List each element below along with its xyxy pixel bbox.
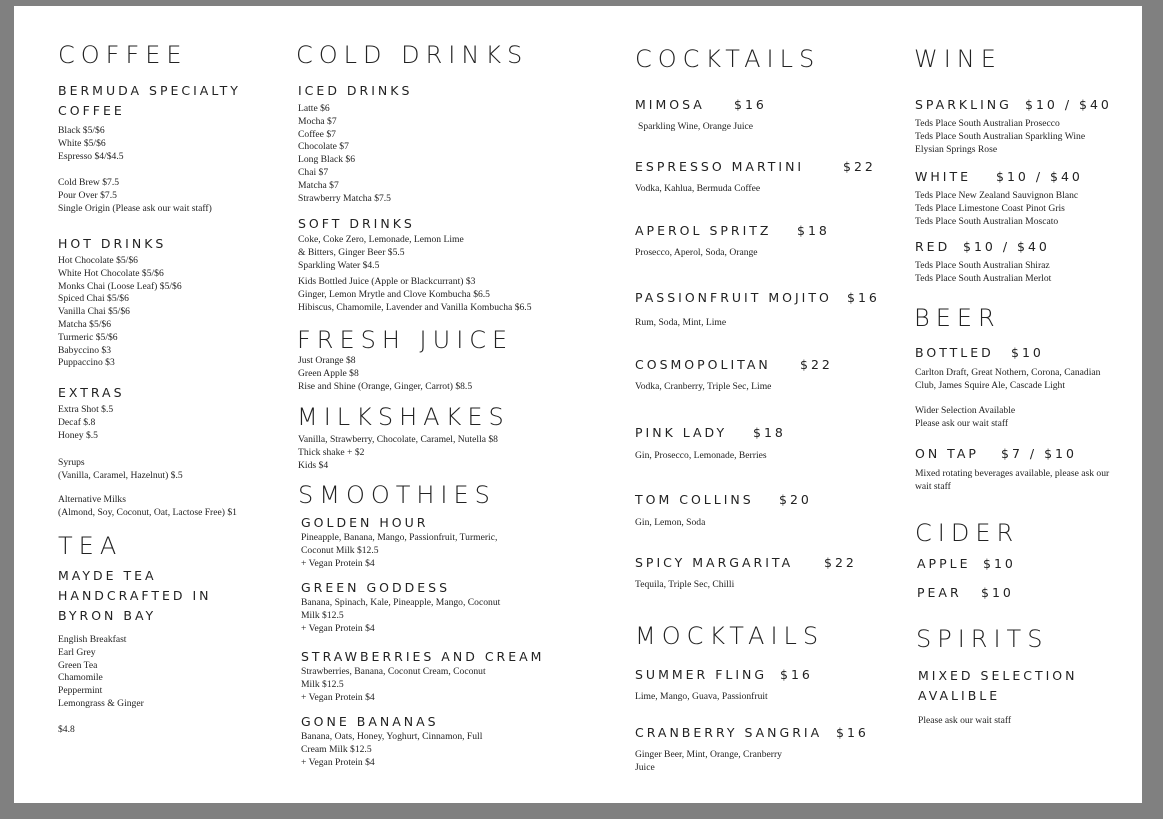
alternative-milks-list [58, 494, 237, 520]
wine-red-list [915, 260, 1051, 286]
menu-line: Green Tea [58, 659, 98, 671]
cocktail-passionfruit-mojito-name: PASSIONFRUIT MOJITO [635, 290, 832, 305]
hot-drinks-heading: HOT DRINKS [58, 236, 167, 251]
wine-sparkling-list [915, 118, 1085, 156]
other-coffee-list [58, 177, 212, 215]
cocktail-pink-lady-price: $18 [753, 425, 786, 440]
wine-sparkling-name: SPARKLING [915, 97, 1012, 112]
cocktail-espresso-martini-price: $22 [843, 159, 876, 174]
menu-line: + Vegan Protein $4 [301, 622, 375, 634]
cocktail-aperol-spritz-price: $18 [797, 223, 830, 238]
soft-drinks-list [298, 234, 464, 272]
menu-line: Earl Grey [58, 646, 96, 658]
beer-on-tap-price: $7 / $10 [1001, 446, 1077, 461]
menu-line: Lemongrass & Ginger [58, 697, 144, 709]
menu-line: Kids Bottled Juice (Apple or Blackcurrant) $3 [298, 276, 476, 287]
menu-line: Pineapple, Banana, Mango, Passionfruit, Turmeric, [301, 532, 498, 543]
menu-line: Coke, Coke Zero, Lemonade, Lemon Lime [298, 234, 464, 245]
smoothie-gone-bananas-name: GONE BANANAS [301, 714, 439, 729]
cocktail-spicy-margarita-desc: Tequila, Triple Sec, Chilli [635, 579, 735, 590]
menu-line: Vanilla Chai $5/$6 [58, 306, 130, 318]
menu-line: Pour Over $7.5 [58, 189, 117, 201]
cider-apple-price: $10 [983, 556, 1016, 571]
menu-line: Chamomile [58, 672, 103, 684]
menu-line: Elysian Springs Rose [915, 143, 998, 155]
menu-line: Teds Place South Australian Moscato [915, 215, 1059, 227]
bermuda-coffee-list [58, 125, 124, 163]
menu-line: Teds Place New Zealand Sauvignon Blanc [915, 190, 1079, 201]
menu-line: Kids $4 [298, 459, 329, 471]
menu-line: Alternative Milks [58, 494, 126, 505]
smoothie-gone-bananas-desc [301, 731, 482, 769]
menu-line: White $5/$6 [58, 137, 106, 149]
menu-line: White Hot Chocolate $5/$6 [58, 267, 164, 279]
soft-drinks-list-2 [298, 276, 532, 314]
mocktail-cranberry-sangria-name: CRANBERRY SANGRIA [635, 725, 823, 740]
cocktail-cosmopolitan-name: COSMOPOLITAN [635, 357, 771, 372]
menu-line: Babyccino $3 [58, 344, 112, 356]
menu-line: Mixed rotating beverages available, please ask our [915, 468, 1110, 479]
menu-line: Club, James Squire Ale, Cascade Light [915, 379, 1066, 391]
cocktail-tom-collins-price: $20 [779, 492, 812, 507]
menu-line: Matcha $7 [298, 179, 339, 191]
menu-line: Teds Place South Australian Shiraz [915, 260, 1050, 271]
wine-red-price: $10 / $40 [963, 239, 1050, 254]
cider-pear-price: $10 [981, 585, 1014, 600]
menu-line: Rise and Shine (Orange, Ginger, Carrot) $8.5 [298, 380, 473, 392]
tea-price: $4.8 [58, 724, 75, 735]
smoothie-green-goddess-name: GREEN GODDESS [301, 580, 451, 595]
menu-line: Turmeric $5/$6 [58, 331, 118, 343]
mocktails-title: MOCKTAILS [635, 622, 825, 650]
menu-line: wait staff [915, 480, 951, 492]
menu-line: & Bitters, Ginger Beer $5.5 [298, 246, 405, 258]
smoothie-green-goddess-desc [301, 597, 500, 635]
cocktail-mimosa-price: $16 [734, 97, 767, 112]
menu-line: Extra Shot $.5 [58, 404, 114, 415]
menu-line: Puppaccino $3 [58, 357, 115, 369]
iced-drinks-list [298, 103, 391, 205]
mocktail-summer-fling-desc [635, 691, 768, 704]
spirits-title: SPIRITS [916, 625, 1049, 653]
menu-line: (Almond, Soy, Coconut, Oat, Lactose Free) $1 [58, 506, 237, 518]
bermuda-coffee-heading: BERMUDA SPECIALTY COFFEE [58, 83, 241, 118]
menu-line: Teds Place South Australian Prosecco [915, 118, 1060, 129]
mocktail-summer-fling-price: $16 [780, 667, 813, 682]
wine-red-name: RED [915, 239, 951, 254]
menu-line: Chai $7 [298, 166, 329, 178]
fresh-juice-title: FRESH JUICE [297, 326, 514, 354]
beer-on-tap-desc [915, 468, 1109, 494]
cocktail-cosmopolitan-price: $22 [800, 357, 833, 372]
cocktail-passionfruit-mojito-desc: Rum, Soda, Mint, Lime [635, 317, 727, 328]
wine-white-name: WHITE [915, 169, 971, 184]
wine-title: WINE [914, 45, 1002, 73]
menu-line: Mocha $7 [298, 115, 337, 127]
mocktail-cranberry-sangria-desc [635, 749, 782, 775]
menu-line: Cream Milk $12.5 [301, 743, 372, 755]
tea-list [58, 634, 144, 711]
menu-line: Matcha $5/$6 [58, 318, 112, 330]
cocktail-mimosa-name: MIMOSA [635, 97, 705, 112]
menu-line: Decaf $.8 [58, 416, 96, 428]
beer-title: BEER [914, 304, 1001, 332]
menu-line: Thick shake + $2 [298, 446, 365, 458]
syrups-list [58, 457, 183, 483]
beer-bottled-name: BOTTLED [915, 345, 994, 360]
menu-line: Carlton Draft, Great Nothern, Corona, Canadian [915, 367, 1101, 378]
cocktail-aperol-spritz-name: APEROL SPRITZ [635, 223, 772, 238]
menu-line: + Vegan Protein $4 [301, 691, 375, 703]
soft-drinks-heading: SOFT DRINKS [298, 216, 415, 231]
menu-line: Coffee $7 [298, 128, 336, 140]
menu-line: Vanilla, Strawberry, Chocolate, Caramel, Nutella $8 [298, 434, 498, 445]
hot-drinks-list [58, 255, 182, 370]
tea-title: TEA [58, 532, 123, 560]
menu-line: Banana, Oats, Honey, Yoghurt, Cinnamon, Full [301, 731, 483, 742]
menu-line: Hot Chocolate $5/$6 [58, 255, 138, 266]
cocktail-spicy-margarita-name: SPICY MARGARITA [635, 555, 794, 570]
cider-title: CIDER [915, 519, 1020, 547]
milkshakes-list [298, 434, 498, 472]
menu-line: Ginger, Lemon Mrytle and Clove Kombucha $6.5 [298, 288, 490, 300]
cider-pear-name: PEAR [917, 585, 962, 600]
cocktail-pink-lady-desc: Gin, Prosecco, Lemonade, Berries [635, 450, 767, 461]
menu-line: Wider Selection Available [915, 405, 1016, 416]
menu-line: Sparkling Water $4.5 [298, 259, 380, 271]
beer-bottled-price: $10 [1011, 345, 1044, 360]
menu-line: Long Black $6 [298, 154, 356, 166]
beer-bottled-list [915, 367, 1100, 393]
menu-line: Teds Place South Australian Sparkling Wine [915, 130, 1086, 142]
menu-line: Teds Place South Australian Merlot [915, 272, 1052, 284]
cocktail-cosmopolitan-desc: Vodka, Cranberry, Triple Sec, Lime [635, 381, 772, 392]
wine-sparkling-price: $10 / $40 [1025, 97, 1112, 112]
menu-line: Cold Brew $7.5 [58, 177, 120, 188]
cocktail-espresso-martini-name: ESPRESSO MARTINI [635, 159, 805, 174]
cocktail-tom-collins-name: TOM COLLINS [635, 492, 754, 507]
menu-line: Ginger Beer, Mint, Orange, Cranberry [635, 749, 782, 760]
menu-line: Latte $6 [298, 103, 330, 114]
menu-line: (Vanilla, Caramel, Hazelnut) $.5 [58, 469, 183, 481]
menu-line: Just Orange $8 [298, 355, 356, 366]
tea-heading: MAYDE TEA HANDCRAFTED IN BYRON BAY [58, 568, 212, 623]
menu-line: Lime, Mango, Guava, Passionfruit [635, 691, 768, 702]
cocktail-tom-collins-desc: Gin, Lemon, Soda [635, 517, 706, 528]
mocktail-summer-fling-name: SUMMER FLING [635, 667, 768, 682]
extras-list [58, 404, 113, 442]
menu-line: Espresso $4/$4.5 [58, 150, 124, 162]
spirits-note: Please ask our wait staff [918, 715, 1012, 726]
extras-heading: EXTRAS [58, 385, 125, 400]
menu-line: Hibiscus, Chamomile, Lavender and Vanilla Kombucha $6.5 [298, 301, 532, 313]
smoothies-title: SMOOTHIES [298, 481, 496, 509]
cider-apple-name: APPLE [917, 556, 971, 571]
menu-line: + Vegan Protein $4 [301, 756, 375, 768]
menu-line: Juice [635, 761, 655, 773]
menu-line: Please ask our wait staff [915, 417, 1009, 429]
smoothie-strawberries-desc [301, 666, 486, 704]
milkshakes-title: MILKSHAKES [297, 403, 510, 431]
menu-line: Single Origin (Please ask our wait staff) [58, 202, 212, 214]
menu-line: Coconut Milk $12.5 [301, 544, 379, 556]
menu-line: + Vegan Protein $4 [301, 557, 375, 569]
wine-white-list [915, 190, 1078, 228]
menu-sheet [14, 6, 1142, 803]
smoothie-golden-hour-name: GOLDEN HOUR [301, 515, 429, 530]
beer-on-tap-name: ON TAP [915, 446, 979, 461]
mocktail-cranberry-sangria-price: $16 [836, 725, 869, 740]
menu-line: Black $5/$6 [58, 125, 105, 136]
menu-line: Milk $12.5 [301, 609, 344, 621]
iced-drinks-heading: ICED DRINKS [298, 83, 413, 98]
cocktail-mimosa-desc: Sparkling Wine, Orange Juice [638, 121, 754, 132]
cocktails-title: COCKTAILS [635, 45, 821, 73]
menu-line: Spiced Chai $5/$6 [58, 293, 129, 305]
smoothie-strawberries-name: STRAWBERRIES AND CREAM [301, 649, 545, 664]
cocktail-passionfruit-mojito-price: $16 [847, 290, 880, 305]
menu-line: Green Apple $8 [298, 367, 359, 379]
fresh-juice-list [298, 355, 472, 393]
cocktail-spicy-margarita-price: $22 [824, 555, 857, 570]
cold-drinks-title: COLD DRINKS [296, 41, 529, 69]
wine-white-price: $10 / $40 [996, 169, 1083, 184]
menu-line: Milk $12.5 [301, 678, 344, 690]
menu-line: Chocolate $7 [298, 141, 349, 153]
cocktail-aperol-spritz-desc: Prosecco, Aperol, Soda, Orange [635, 247, 758, 258]
menu-line: Teds Place Limestone Coast Pinot Gris [915, 202, 1065, 214]
menu-line: Strawberry Matcha $7.5 [298, 192, 391, 204]
menu-line: Monks Chai (Loose Leaf) $5/$6 [58, 280, 182, 292]
menu-line: Strawberries, Banana, Coconut Cream, Coconut [301, 666, 486, 677]
menu-line: English Breakfast [58, 634, 127, 645]
cocktail-espresso-martini-desc: Vodka, Kahlua, Bermuda Coffee [635, 183, 761, 194]
menu-line: Syrups [58, 457, 85, 468]
coffee-title: COFFEE [58, 41, 188, 69]
beer-wider-selection [915, 405, 1015, 431]
menu-line: Banana, Spinach, Kale, Pineapple, Mango, Coconut [301, 597, 501, 608]
cocktail-pink-lady-name: PINK LADY [635, 425, 728, 440]
menu-line: Honey $.5 [58, 429, 98, 441]
spirits-heading: MIXED SELECTION AVALIBLE [918, 668, 1078, 703]
menu-line: Peppermint [58, 685, 103, 697]
smoothie-golden-hour-desc [301, 532, 497, 570]
